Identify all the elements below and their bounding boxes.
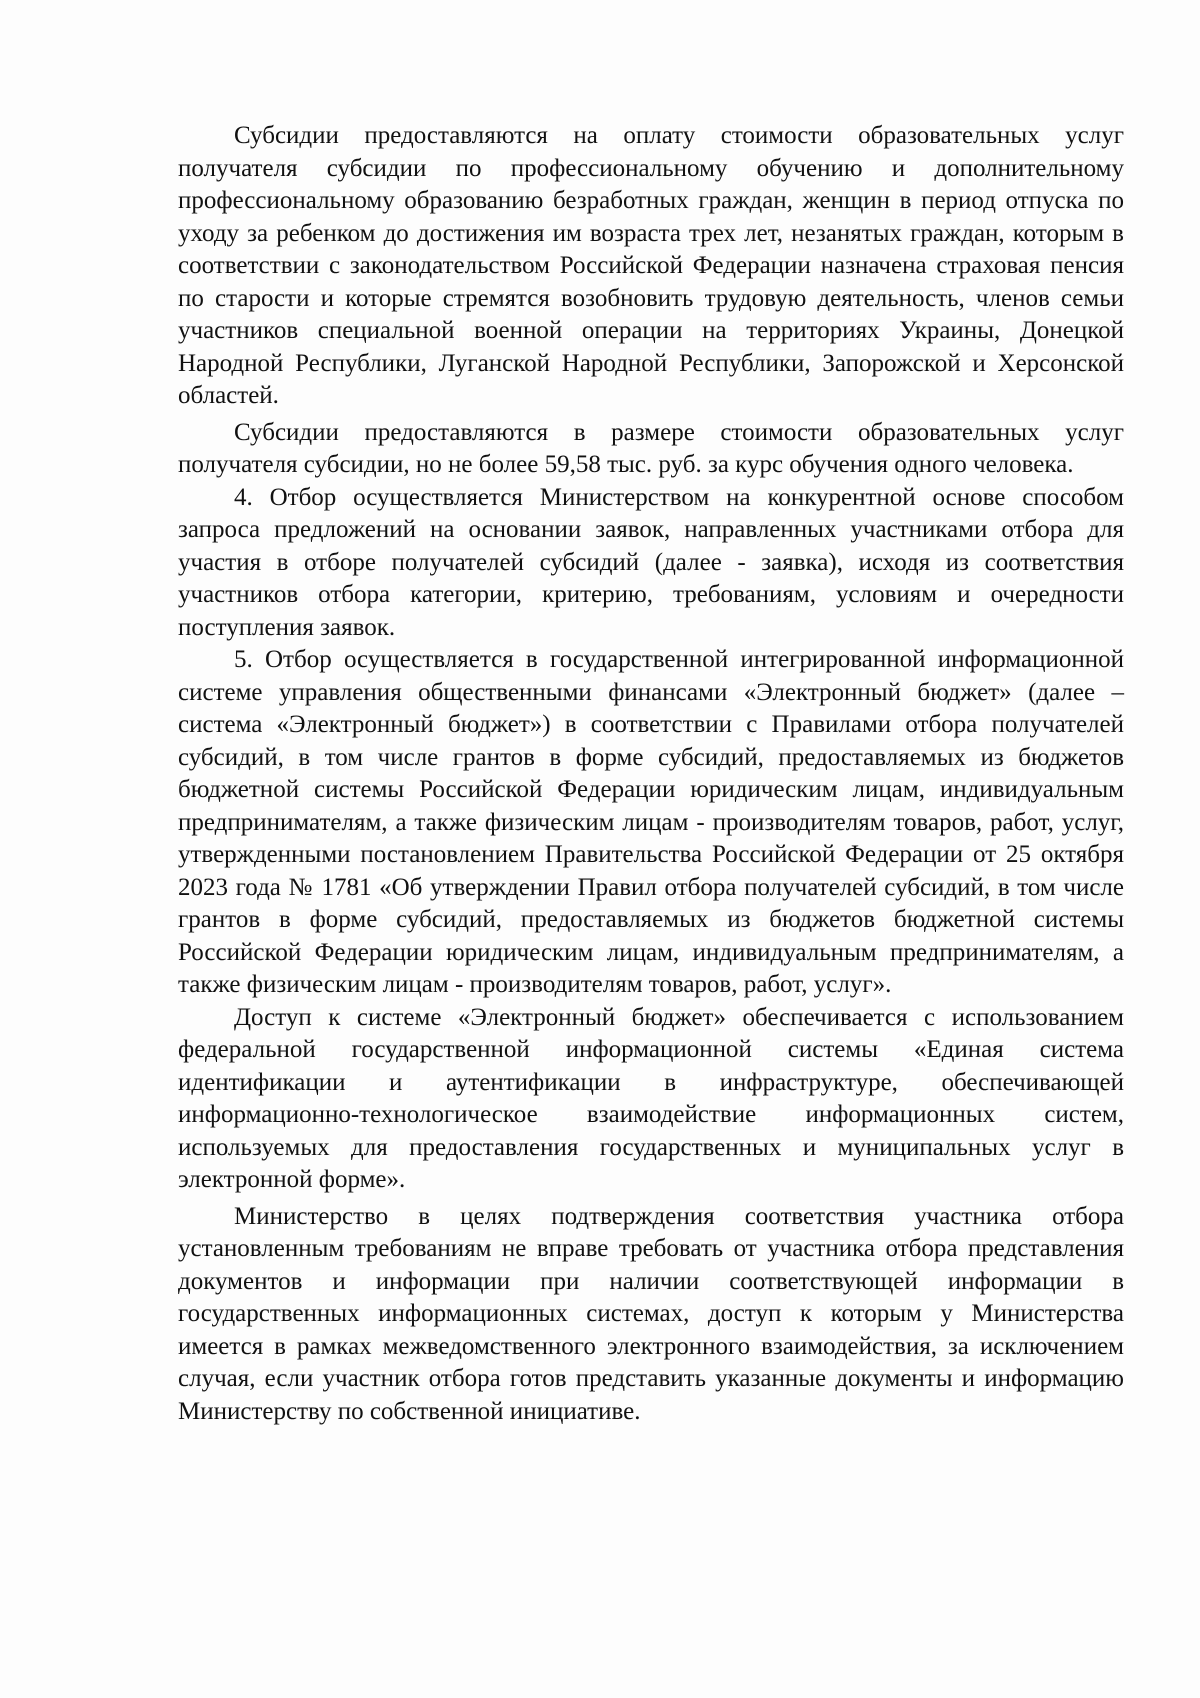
paragraph-system-access: Доступ к системе «Электронный бюджет» обеспечивается с использованием федеральной государственной информационной системы «Единая система идентификации и аутентификации в инфраструктуре, обеспечивающей информационно-технологическое взаимодействие информационных систем, используемых для предоставления государственных и муниципальных услуг в электронной форме». <box>178 1003 1124 1193</box>
document-body <box>178 120 1124 1432</box>
paragraph-item-5-electronic-budget: 5. Отбор осуществляется в государственной интегрированной информационной системе управления общественными финансами «Электронный бюджет» (далее – система «Электронный бюджет») в соответствии с Правилами отбора получателей субсидий, в том числе грантов в форме субсидий, предоставляемых из бюджетов бюджетной системы Российской Федерации юридическим лицам, индивидуальным предпринимателям, а также физическим лицам - производителям товаров, работ, услуг, утвержденными постановлением Правительства Российской Федерации от 25 октября 2023 года № 1781 «Об утверждении Правил отбора получателей субсидий, в том числе грантов в форме субсидий, предоставляемых из бюджетов бюджетной системы Российской Федерации юридическим лицам, индивидуальным предпринимателям, а также физическим лицам - производителям товаров, работ, услуг». <box>178 646 1124 998</box>
paragraph-ministry-requirements: Министерство в целях подтверждения соответствия участника отбора установленным требованиям не вправе требовать от участника отбора представления документов и информации при наличии соответствующей информации в государственных информационных системах, доступ к которым у Министерства имеется в рамках межведомственного электронного взаимодействия, за исключением случая, если участник отбора готов представить указанные документы и информацию Министерству по собственной инициативе. <box>178 1202 1124 1425</box>
paragraph-item-4-selection: 4. Отбор осуществляется Министерством на конкурентной основе способом запроса предложений на основании заявок, направленных участниками отбора для участия в отборе получателей субсидий (далее - заявка), исходя из соответствия участников отбора категории, критерию, требованиям, условиям и очередности поступления заявок. <box>178 483 1124 641</box>
paragraph-subsidy-amount: Субсидии предоставляются в размере стоимости образовательных услуг получателя субсидии, но не более 59,58 тыс. руб. за курс обучения одного человека. <box>178 418 1124 478</box>
paragraph-subsidy-purpose: Субсидии предоставляются на оплату стоимости образовательных услуг получателя субсидии по профессиональному обучению и дополнительному профессиональному образованию безработных граждан, женщин в период отпуска по уходу за ребенком до достижения им возраста трех лет, незанятых граждан, которым в соответствии с законодательством Российской Федерации назначена страховая пенсия по старости и которые стремятся возобновить трудовую деятельность, членов семьи участников специальной военной операции на территориях Украины, Донецкой Народной Республики, Луганской Народной Республики, Запорожской и Херсонской областей. <box>178 122 1124 409</box>
